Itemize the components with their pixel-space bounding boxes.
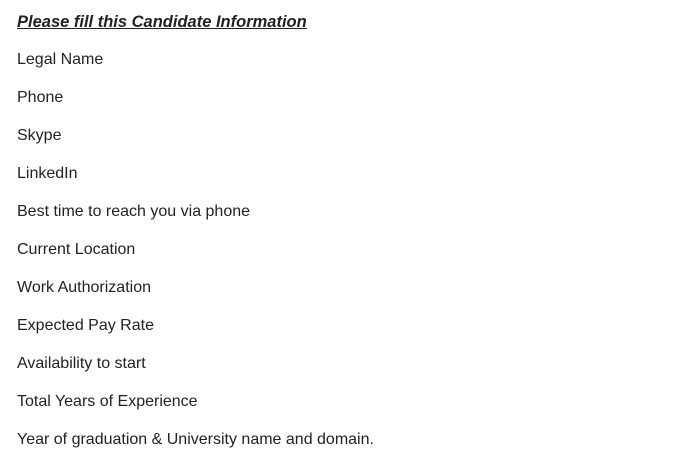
field-label-phone: Phone xyxy=(17,89,64,106)
field-label-current-location: Current Location xyxy=(17,241,136,258)
field-label-availability: Availability to start xyxy=(17,355,146,372)
field-list xyxy=(17,49,687,451)
field-label-legal-name: Legal Name xyxy=(17,51,104,68)
field-label-skype: Skype xyxy=(17,127,62,144)
candidate-info-section xyxy=(17,11,687,467)
field-label-work-authorization: Work Authorization xyxy=(17,279,151,296)
section-heading: Please fill this Candidate Information xyxy=(17,13,307,31)
field-label-linkedin: LinkedIn xyxy=(17,165,78,182)
field-label-graduation: Year of graduation & University name and domain. xyxy=(17,431,374,448)
field-label-expected-pay-rate: Expected Pay Rate xyxy=(17,317,154,334)
field-label-best-time: Best time to reach you via phone xyxy=(17,203,251,220)
field-label-total-experience: Total Years of Experience xyxy=(17,393,198,410)
